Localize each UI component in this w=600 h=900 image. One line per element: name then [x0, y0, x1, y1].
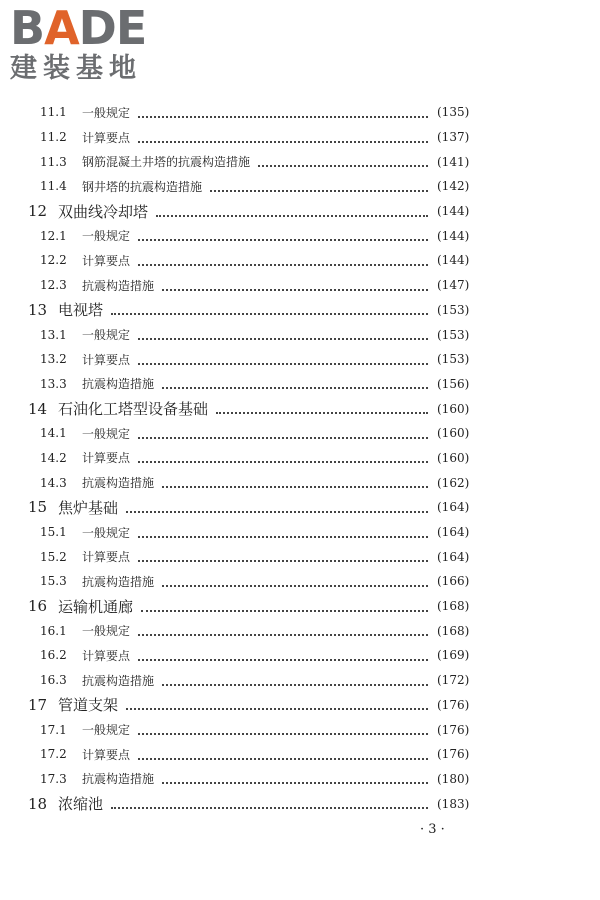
toc-entry-page: (135): [437, 105, 470, 120]
toc-entry-number: 12: [28, 202, 48, 221]
toc-leader-dots: [138, 460, 428, 463]
toc-leader-dots: [162, 386, 428, 389]
toc-section-entry[interactable]: [0, 174, 600, 199]
toc-leader-dots: [138, 633, 428, 636]
toc-entry-number: 14.2: [40, 450, 67, 465]
table-of-contents: [0, 100, 600, 816]
toc-leader-dots: [162, 781, 428, 784]
toc-entry-title: 钢井塔的抗震构造措施: [82, 179, 203, 194]
toc-entry-number: 13: [28, 300, 48, 319]
toc-entry-page: (144): [437, 253, 470, 268]
toc-leader-dots: [111, 312, 428, 315]
toc-entry-page: (160): [437, 401, 470, 416]
toc-leader-dots: [156, 214, 428, 217]
toc-entry-number: 12.2: [40, 253, 67, 268]
bade-logo: [10, 1, 180, 84]
logo-wordmark: [10, 1, 180, 55]
toc-section-entry[interactable]: [0, 125, 600, 150]
toc-entry-title: 一般规定: [82, 105, 131, 120]
toc-entry-title: 钢筋混凝土井塔的抗震构造措施: [82, 155, 251, 170]
toc-chapter-entry[interactable]: [0, 199, 600, 224]
toc-section-entry[interactable]: [0, 643, 600, 668]
toc-entry-page: (162): [437, 475, 470, 490]
toc-entry-title: 一般规定: [82, 229, 131, 244]
toc-entry-title: 计算要点: [82, 747, 131, 762]
toc-entry-page: (142): [437, 179, 470, 194]
page-number: · 3 ·: [420, 822, 445, 837]
toc-entry-page: (141): [437, 154, 470, 169]
toc-chapter-entry[interactable]: [0, 495, 600, 520]
toc-entry-number: 15.1: [40, 525, 67, 540]
toc-entry-page: (156): [437, 376, 470, 391]
toc-leader-dots: [138, 238, 428, 241]
toc-leader-dots: [138, 535, 428, 538]
toc-entry-page: (147): [437, 278, 470, 293]
toc-entry-page: (180): [437, 771, 470, 786]
toc-entry-number: 14: [28, 399, 48, 418]
toc-section-entry[interactable]: [0, 347, 600, 372]
toc-leader-dots: [141, 609, 428, 612]
toc-chapter-entry[interactable]: [0, 693, 600, 718]
toc-entry-title: 一般规定: [82, 426, 131, 441]
toc-entry-page: (137): [437, 130, 470, 145]
toc-section-entry[interactable]: [0, 372, 600, 397]
toc-section-entry[interactable]: [0, 149, 600, 174]
toc-entry-page: (144): [437, 228, 470, 243]
toc-section-entry[interactable]: [0, 421, 600, 446]
toc-entry-page: (153): [437, 352, 470, 367]
toc-leader-dots: [138, 263, 428, 266]
toc-leader-dots: [216, 411, 428, 414]
logo-letter-a: A: [44, 1, 79, 55]
toc-leader-dots: [138, 658, 428, 661]
toc-entry-number: 11.3: [40, 154, 67, 169]
toc-section-entry[interactable]: [0, 322, 600, 347]
toc-entry-number: 15.2: [40, 549, 67, 564]
toc-leader-dots: [162, 584, 428, 587]
toc-entry-page: (153): [437, 327, 470, 342]
toc-section-entry[interactable]: [0, 618, 600, 643]
toc-leader-dots: [162, 288, 428, 291]
toc-leader-dots: [138, 115, 428, 118]
toc-leader-dots: [258, 164, 428, 167]
toc-chapter-entry[interactable]: [0, 594, 600, 619]
toc-entry-number: 15: [28, 498, 48, 517]
toc-entry-page: (169): [437, 648, 470, 663]
toc-leader-dots: [210, 189, 428, 192]
toc-entry-page: (164): [437, 500, 470, 515]
toc-entry-number: 17: [28, 695, 48, 714]
toc-entry-title: 一般规定: [82, 328, 131, 343]
toc-leader-dots: [138, 337, 428, 340]
toc-section-entry[interactable]: [0, 569, 600, 594]
toc-entry-title: 抗震构造措施: [82, 673, 155, 688]
toc-entry-number: 14.3: [40, 475, 67, 490]
toc-entry-page: (160): [437, 450, 470, 465]
toc-section-entry[interactable]: [0, 470, 600, 495]
toc-section-entry[interactable]: [0, 668, 600, 693]
toc-entry-title: 抗震构造措施: [82, 574, 155, 589]
toc-entry-number: 13.3: [40, 376, 67, 391]
toc-entry-page: (160): [437, 426, 470, 441]
toc-entry-page: (153): [437, 302, 470, 317]
toc-leader-dots: [138, 140, 428, 143]
toc-entry-number: 13.1: [40, 327, 67, 342]
toc-entry-page: (166): [437, 574, 470, 589]
toc-entry-title: 一般规定: [82, 624, 131, 639]
toc-entry-title: 计算要点: [82, 451, 131, 466]
toc-entry-number: 11.2: [40, 130, 67, 145]
toc-entry-title: 抗震构造措施: [82, 377, 155, 392]
toc-entry-title: 计算要点: [82, 130, 131, 145]
toc-entry-number: 15.3: [40, 574, 67, 589]
toc-section-entry[interactable]: [0, 273, 600, 298]
toc-entry-title: 抗震构造措施: [82, 278, 155, 293]
toc-entry-title: 计算要点: [82, 253, 131, 268]
toc-entry-number: 14.1: [40, 426, 67, 441]
toc-leader-dots: [111, 806, 428, 809]
toc-entry-title: 焦炉基础: [58, 498, 119, 517]
toc-section-entry[interactable]: [0, 248, 600, 273]
toc-leader-dots: [138, 559, 428, 562]
toc-section-entry[interactable]: [0, 520, 600, 545]
toc-leader-dots: [162, 485, 428, 488]
toc-entry-number: 16.2: [40, 648, 67, 663]
toc-entry-title: 浓缩池: [58, 795, 104, 814]
toc-entry-title: 运输机通廊: [58, 597, 134, 616]
toc-entry-number: 18: [28, 794, 48, 813]
toc-entry-number: 11.4: [40, 179, 67, 194]
toc-section-entry[interactable]: [0, 767, 600, 792]
toc-entry-page: (164): [437, 525, 470, 540]
toc-entry-title: 电视塔: [58, 301, 104, 320]
logo-subtitle: 建装基地: [10, 53, 142, 84]
toc-entry-page: (176): [437, 697, 470, 712]
toc-entry-number: 12.3: [40, 278, 67, 293]
toc-entry-number: 11.1: [40, 105, 67, 120]
toc-section-entry[interactable]: [0, 446, 600, 471]
logo-letters-de: DE: [78, 1, 147, 55]
toc-section-entry[interactable]: [0, 100, 600, 125]
toc-entry-number: 16.1: [40, 623, 67, 638]
toc-leader-dots: [138, 436, 428, 439]
toc-entry-title: 计算要点: [82, 648, 131, 663]
toc-entry-title: 双曲线冷却塔: [58, 202, 149, 221]
toc-chapter-entry[interactable]: [0, 298, 600, 323]
logo-letter-b: B: [10, 1, 45, 55]
toc-entry-number: 17.2: [40, 747, 67, 762]
toc-entry-number: 13.2: [40, 352, 67, 367]
toc-entry-title: 石油化工塔型设备基础: [58, 400, 209, 419]
toc-section-entry[interactable]: [0, 742, 600, 767]
toc-leader-dots: [162, 683, 428, 686]
toc-entry-number: 12.1: [40, 228, 67, 243]
toc-entry-page: (168): [437, 623, 470, 638]
toc-section-entry[interactable]: [0, 717, 600, 742]
toc-leader-dots: [138, 362, 428, 365]
toc-entry-title: 一般规定: [82, 723, 131, 738]
toc-entry-page: (176): [437, 747, 470, 762]
toc-entry-page: (164): [437, 549, 470, 564]
toc-entry-number: 16: [28, 597, 48, 616]
toc-section-entry[interactable]: [0, 223, 600, 248]
toc-entry-title: 抗震构造措施: [82, 476, 155, 491]
toc-entry-number: 17.3: [40, 771, 67, 786]
toc-entry-title: 计算要点: [82, 550, 131, 565]
toc-chapter-entry[interactable]: [0, 396, 600, 421]
toc-entry-title: 抗震构造措施: [82, 772, 155, 787]
toc-chapter-entry[interactable]: [0, 791, 600, 816]
toc-entry-page: (183): [437, 796, 470, 811]
toc-entry-title: 管道支架: [58, 696, 119, 715]
toc-entry-page: (176): [437, 722, 470, 737]
toc-entry-page: (168): [437, 599, 470, 614]
toc-leader-dots: [126, 707, 428, 710]
toc-entry-page: (172): [437, 673, 470, 688]
toc-section-entry[interactable]: [0, 544, 600, 569]
toc-leader-dots: [126, 510, 428, 513]
toc-entry-page: (144): [437, 204, 470, 219]
toc-leader-dots: [138, 757, 428, 760]
toc-entry-title: 一般规定: [82, 525, 131, 540]
toc-leader-dots: [138, 732, 428, 735]
toc-entry-number: 17.1: [40, 722, 67, 737]
toc-entry-title: 计算要点: [82, 352, 131, 367]
toc-entry-number: 16.3: [40, 673, 67, 688]
